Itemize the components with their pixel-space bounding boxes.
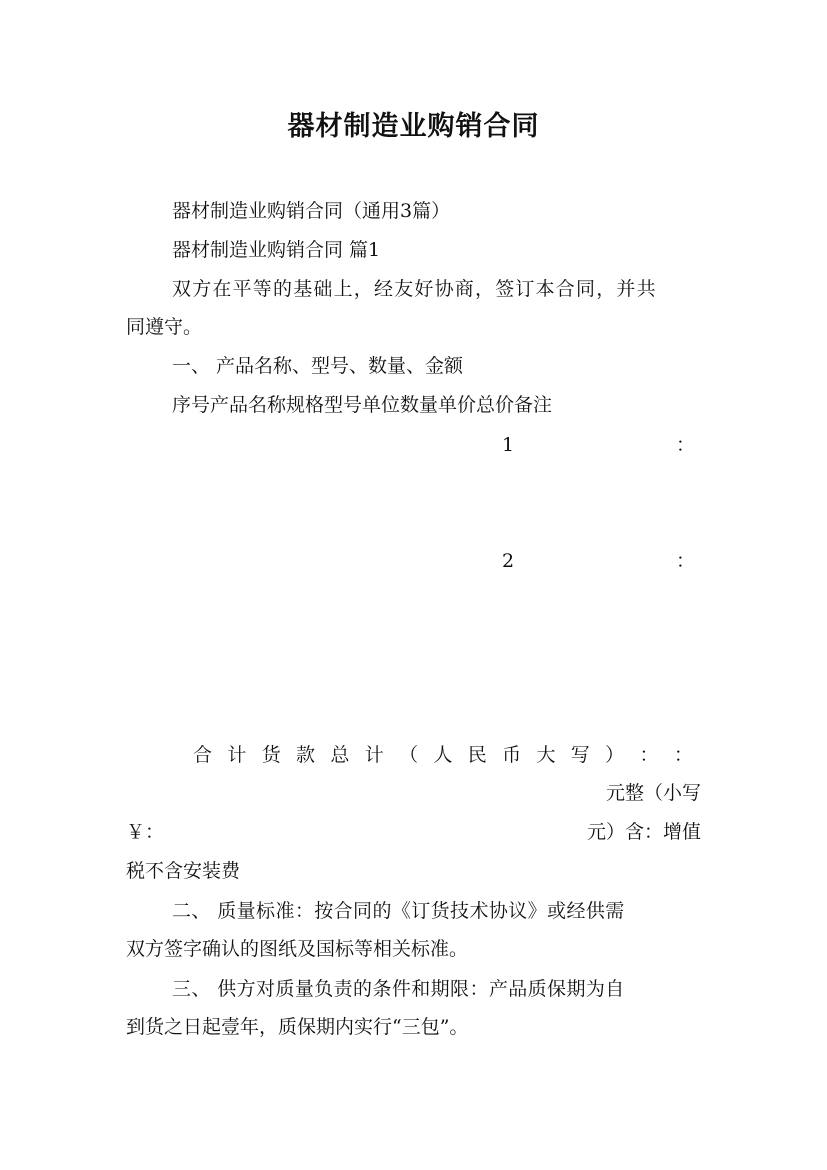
intro-line-1 <box>172 280 702 299</box>
total-char: 币 <box>502 744 522 766</box>
total-char: 民 <box>467 744 487 766</box>
document-title: 器材制造业购销合同 <box>287 111 540 142</box>
section3-line-2: 到货之日起壹年，质保期内实行“三包”。 <box>126 1016 469 1038</box>
total-char: 计 <box>227 744 247 766</box>
table-header: 序号产品名称规格型号单位数量单价总价备注 <box>172 394 553 416</box>
row1-colon: ： <box>676 434 696 456</box>
section1-heading: 一、 产品名称、型号、数量、金额 <box>172 355 464 377</box>
section2-line-2: 双方签字确认的图纸及国标等相关标准。 <box>126 938 469 960</box>
total-char: 写 <box>570 744 590 766</box>
total-char: 大 <box>536 744 556 766</box>
subtitle: 器材制造业购销合同（通用3篇） <box>172 200 451 222</box>
intro-line-2: 同遵守。 <box>126 316 203 338</box>
total-char: 计 <box>364 744 384 766</box>
total-char: （ <box>399 744 419 766</box>
total-char: 总 <box>330 744 350 766</box>
yuan-tax: 元）含：增值 <box>586 821 701 843</box>
row1-number: 1 <box>502 434 515 456</box>
section2-line-1: 二、 质量标准：按合同的《订货技术协议》或经供需 <box>172 900 625 922</box>
intro-line-1-text: 双方在平等的基础上，经友好协商，签订本合同，并共 <box>172 278 657 300</box>
row2-colon: ： <box>676 550 696 572</box>
total-line-2: 元整（小写 <box>605 782 701 804</box>
section3-line-1: 三、 供方对质量负责的条件和期限：产品质保期为自 <box>172 978 625 1000</box>
total-char: ： <box>639 744 659 766</box>
tax-line: 税不含安装费 <box>126 860 241 882</box>
total-char: ： <box>673 744 693 766</box>
part-heading: 器材制造业购销合同 篇1 <box>172 239 381 261</box>
total-char: 合 <box>193 744 213 766</box>
total-char: 款 <box>296 744 316 766</box>
total-char: ） <box>605 744 625 766</box>
total-char: 货 <box>261 744 281 766</box>
row2-number: 2 <box>502 550 515 572</box>
yen-label: ￥： <box>126 821 165 843</box>
total-line <box>193 746 693 765</box>
total-char: 人 <box>433 744 453 766</box>
